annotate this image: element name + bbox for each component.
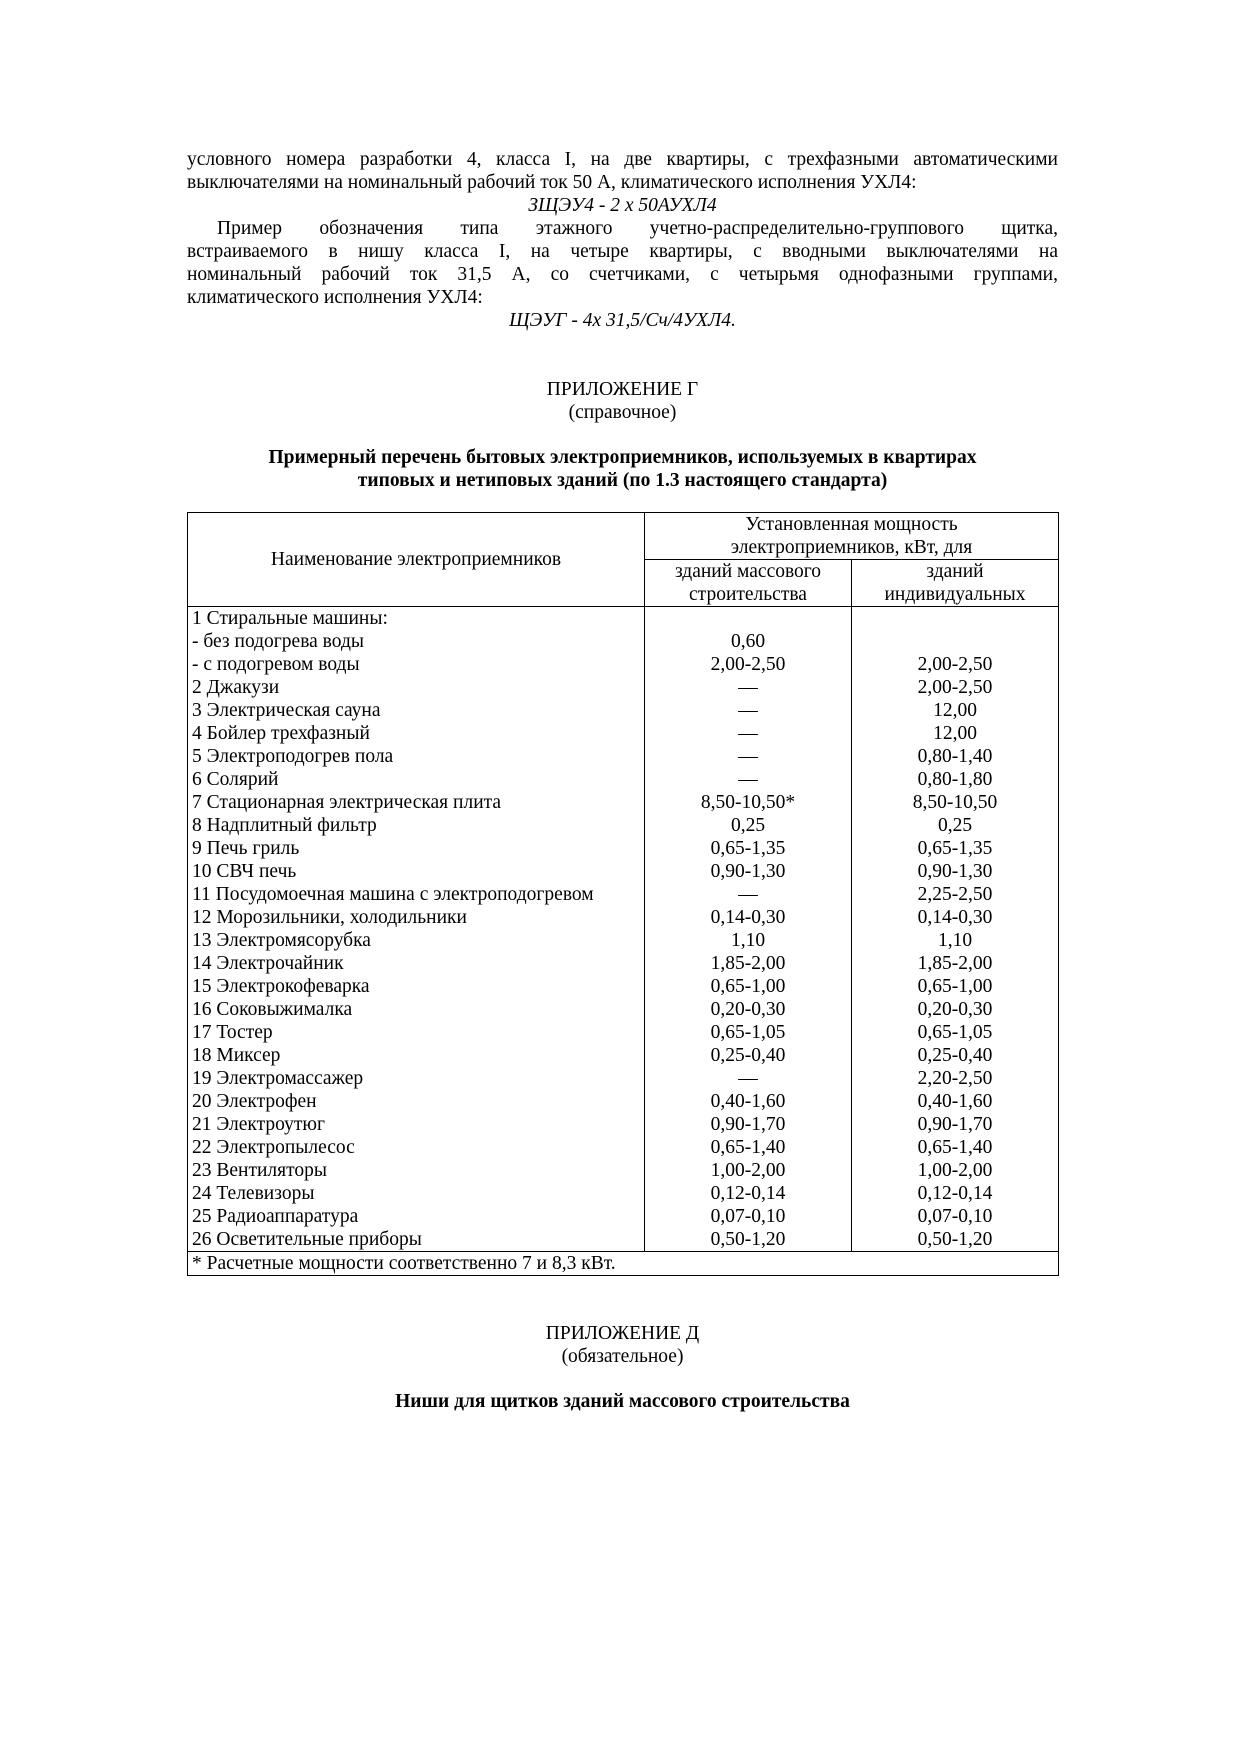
- table-row: [188, 653, 1059, 676]
- table-row: [188, 929, 1059, 952]
- individual-power-cell: 12,00: [852, 722, 1059, 745]
- table-row: [188, 998, 1059, 1021]
- individual-power-cell: 0,65-1,35: [852, 837, 1059, 860]
- consumer-name-cell: 1 Стиральные машины:: [188, 607, 645, 631]
- table-footnote: * Расчетные мощности соответственно 7 и 8,3 кВт.: [188, 1252, 1059, 1276]
- power-consumers-table: [187, 512, 1059, 1276]
- individual-power-cell: 0,80-1,40: [852, 745, 1059, 768]
- table-row: [188, 699, 1059, 722]
- mass-power-cell: 0,90-1,30: [645, 860, 852, 883]
- individual-power-cell: 0,65-1,05: [852, 1021, 1059, 1044]
- mass-power-cell: —: [645, 883, 852, 906]
- individual-power-cell: 0,65-1,40: [852, 1136, 1059, 1159]
- para2-line-1: Пример обозначения типа этажного учетно-распределительно-группового щитка,: [217, 218, 1058, 239]
- para2-line-2: встраиваемого в нишу класса I, на четыре квартиры, с вводными выключателями на: [187, 241, 1058, 262]
- mass-power-cell: —: [645, 1067, 852, 1090]
- consumer-name-cell: 15 Электрокофеварка: [188, 975, 645, 998]
- individual-power-cell: 1,85-2,00: [852, 952, 1059, 975]
- appendix-d-heading: Ниши для щитков зданий массового строительства: [395, 1391, 850, 1412]
- mass-power-cell: 2,00-2,50: [645, 653, 852, 676]
- table-row: [188, 975, 1059, 998]
- header-installed-power: Установленная мощность электроприемников, кВт, для: [645, 513, 1059, 560]
- table-row: [188, 906, 1059, 929]
- individual-power-cell: 0,40-1,60: [852, 1090, 1059, 1113]
- appendix-g-subtitle: (справочное): [568, 402, 677, 423]
- individual-power-cell: 2,25-2,50: [852, 883, 1059, 906]
- consumer-name-cell: 23 Вентиляторы: [188, 1159, 645, 1182]
- consumer-name-cell: 5 Электроподогрев пола: [188, 745, 645, 768]
- mass-power-cell: [645, 607, 852, 631]
- consumer-name-cell: 13 Электромясорубка: [188, 929, 645, 952]
- consumer-name-cell: - без подогрева воды: [188, 630, 645, 653]
- designation-1: ЗЩЭУ4 - 2 x 50АУХЛ4: [528, 195, 717, 216]
- appendix-d-title: ПРИЛОЖЕНИЕ Д: [545, 1323, 700, 1344]
- consumer-name-cell: 17 Тостер: [188, 1021, 645, 1044]
- individual-power-cell: 0,50-1,20: [852, 1228, 1059, 1252]
- individual-power-cell: 0,90-1,30: [852, 860, 1059, 883]
- mass-power-cell: —: [645, 676, 852, 699]
- mass-power-cell: 0,60: [645, 630, 852, 653]
- mass-power-cell: 0,65-1,35: [645, 837, 852, 860]
- consumer-name-cell: 21 Электроутюг: [188, 1113, 645, 1136]
- mass-power-cell: 8,50-10,50*: [645, 791, 852, 814]
- consumer-name-cell: - с подогревом воды: [188, 653, 645, 676]
- consumer-name-cell: 9 Печь гриль: [188, 837, 645, 860]
- consumer-name-cell: 16 Соковыжималка: [188, 998, 645, 1021]
- individual-power-cell: 12,00: [852, 699, 1059, 722]
- header-consumer-name: Наименование электроприемников: [188, 513, 645, 607]
- table-row: [188, 1021, 1059, 1044]
- individual-power-cell: 1,10: [852, 929, 1059, 952]
- designation-2: ЩЭУГ - 4x 31,5/Сч/4УХЛ4.: [509, 310, 736, 331]
- mass-power-cell: 0,65-1,40: [645, 1136, 852, 1159]
- table-row: [188, 837, 1059, 860]
- individual-power-cell: [852, 630, 1059, 653]
- consumer-name-cell: 3 Электрическая сауна: [188, 699, 645, 722]
- mass-power-cell: —: [645, 745, 852, 768]
- consumer-name-cell: 8 Надплитный фильтр: [188, 814, 645, 837]
- individual-power-cell: 0,25: [852, 814, 1059, 837]
- individual-power-cell: 1,00-2,00: [852, 1159, 1059, 1182]
- appendix-d-subtitle: (обязательное): [561, 1346, 684, 1367]
- para2-line-4: климатического исполнения УХЛ4:: [187, 287, 483, 308]
- table-body: [188, 607, 1059, 1252]
- mass-power-cell: 0,65-1,05: [645, 1021, 852, 1044]
- mass-power-cell: 1,10: [645, 929, 852, 952]
- individual-power-cell: 2,00-2,50: [852, 653, 1059, 676]
- header-individual: зданий индивидуальных: [852, 560, 1059, 607]
- consumer-name-cell: 20 Электрофен: [188, 1090, 645, 1113]
- intro-line-1: условного номера разработки 4, класса I, на две квартиры, с трехфазными автоматическими: [187, 149, 1058, 170]
- consumer-name-cell: 24 Телевизоры: [188, 1182, 645, 1205]
- individual-power-cell: 0,90-1,70: [852, 1113, 1059, 1136]
- table-row: [188, 1159, 1059, 1182]
- table-row: [188, 1044, 1059, 1067]
- consumer-name-cell: 26 Осветительные приборы: [188, 1228, 645, 1252]
- mass-power-cell: 0,20-0,30: [645, 998, 852, 1021]
- individual-power-cell: 2,00-2,50: [852, 676, 1059, 699]
- mass-power-cell: 0,12-0,14: [645, 1182, 852, 1205]
- table-row: [188, 860, 1059, 883]
- individual-power-cell: 0,65-1,00: [852, 975, 1059, 998]
- table-row: [188, 1182, 1059, 1205]
- table-row: [188, 676, 1059, 699]
- consumer-name-cell: 6 Солярий: [188, 768, 645, 791]
- consumer-name-cell: 4 Бойлер трехфазный: [188, 722, 645, 745]
- mass-power-cell: 0,50-1,20: [645, 1228, 852, 1252]
- mass-power-cell: 0,90-1,70: [645, 1113, 852, 1136]
- consumer-name-cell: 12 Морозильники, холодильники: [188, 906, 645, 929]
- header-mass-construction: зданий массового строительства: [645, 560, 852, 607]
- consumer-name-cell: 22 Электропылесос: [188, 1136, 645, 1159]
- consumer-name-cell: 25 Радиоаппаратура: [188, 1205, 645, 1228]
- table-row: [188, 1228, 1059, 1252]
- consumer-name-cell: 10 СВЧ печь: [188, 860, 645, 883]
- intro-line-2: выключателями на номинальный рабочий ток 50 А, климатического исполнения УХЛ4:: [187, 172, 917, 193]
- individual-power-cell: 0,25-0,40: [852, 1044, 1059, 1067]
- individual-power-cell: 2,20-2,50: [852, 1067, 1059, 1090]
- table-row: [188, 791, 1059, 814]
- consumer-name-cell: 2 Джакузи: [188, 676, 645, 699]
- consumer-name-cell: 7 Стационарная электрическая плита: [188, 791, 645, 814]
- appendix-g-heading-line-2: типовых и нетиповых зданий (по 1.3 настоящего стандарта): [357, 470, 888, 491]
- table-row: [188, 1113, 1059, 1136]
- individual-power-cell: 8,50-10,50: [852, 791, 1059, 814]
- individual-power-cell: 0,80-1,80: [852, 768, 1059, 791]
- mass-power-cell: 1,85-2,00: [645, 952, 852, 975]
- table-row: [188, 1205, 1059, 1228]
- mass-power-cell: 0,07-0,10: [645, 1205, 852, 1228]
- appendix-g-heading-line-1: Примерный перечень бытовых электроприемников, используемых в квартирах: [268, 447, 977, 468]
- table-row: [188, 952, 1059, 975]
- mass-power-cell: 0,25-0,40: [645, 1044, 852, 1067]
- individual-power-cell: [852, 607, 1059, 631]
- individual-power-cell: 0,12-0,14: [852, 1182, 1059, 1205]
- consumer-name-cell: 18 Миксер: [188, 1044, 645, 1067]
- table-row: [188, 1090, 1059, 1113]
- individual-power-cell: 0,14-0,30: [852, 906, 1059, 929]
- individual-power-cell: 0,07-0,10: [852, 1205, 1059, 1228]
- table-row: [188, 722, 1059, 745]
- table-row: [188, 768, 1059, 791]
- table-row: [188, 814, 1059, 837]
- mass-power-cell: 0,40-1,60: [645, 1090, 852, 1113]
- table-row: [188, 607, 1059, 631]
- consumer-name-cell: 11 Посудомоечная машина с электроподогревом: [188, 883, 645, 906]
- mass-power-cell: —: [645, 768, 852, 791]
- mass-power-cell: 0,14-0,30: [645, 906, 852, 929]
- mass-power-cell: 1,00-2,00: [645, 1159, 852, 1182]
- table-row: [188, 883, 1059, 906]
- mass-power-cell: —: [645, 699, 852, 722]
- mass-power-cell: 0,25: [645, 814, 852, 837]
- consumer-name-cell: 19 Электромассажер: [188, 1067, 645, 1090]
- table-row: [188, 1067, 1059, 1090]
- para2-line-3: номинальный рабочий ток 31,5 А, со счетчиками, с четырьмя однофазными группами,: [187, 264, 1058, 285]
- mass-power-cell: 0,65-1,00: [645, 975, 852, 998]
- table-row: [188, 745, 1059, 768]
- appendix-g-title: ПРИЛОЖЕНИЕ Г: [546, 379, 699, 400]
- mass-power-cell: —: [645, 722, 852, 745]
- document-page: [187, 148, 1058, 1413]
- table-row: [188, 630, 1059, 653]
- individual-power-cell: 0,20-0,30: [852, 998, 1059, 1021]
- table-row: [188, 1136, 1059, 1159]
- consumer-name-cell: 14 Электрочайник: [188, 952, 645, 975]
